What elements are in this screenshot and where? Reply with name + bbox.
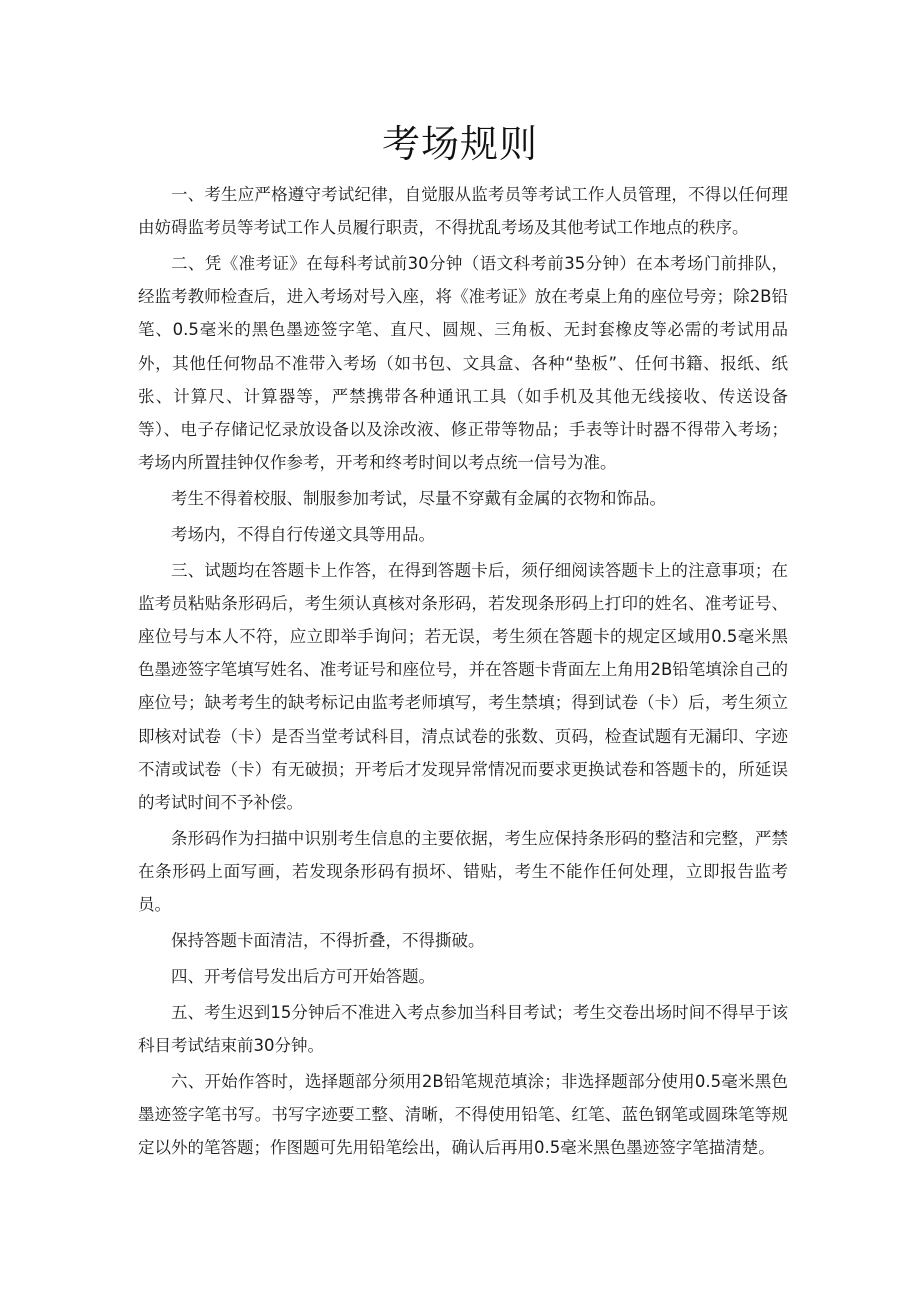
document-title: 考场规则 xyxy=(381,122,538,166)
rule-paragraph-6: 条形码作为扫描中识别考生信息的主要依据，考生应保持条形码的整洁和完整，严禁在条形码上面写画，若发现条形码有损坏、错贴，考生不能作任何处理，立即报告监考员。 xyxy=(138,828,788,915)
rule-paragraph-9: 五、考生迟到15分钟后不准进入考点参加当科目考试；考生交卷出场时间不得早于该科目考试结束前30分钟。 xyxy=(138,1002,788,1055)
rule-paragraph-8: 四、开考信号发出后方可开始答题。 xyxy=(171,966,435,986)
rule-paragraph-2: 二、凭《准考证》在每科考试前30分钟（语文科考前35分钟）在本考场门前排队，经监考教师检查后，进入考场对号入座，将《准考证》放在考桌上角的座位号旁；除2B铅笔、0.5毫米的黑色墨迹签字笔、直尺、圆规、三角板、无封套橡皮等必需的考试用品外，其他任何物品不准带入考场（如书包、文具盒、各种“垫板”、任何书籍、报纸、纸张、计算尺、计算器等，严禁携带各种通讯工具（如手机及其他无线接收、传送设备等）、电子存储记忆录放设备以及涂改液、修正带等物品；手表等计时器不得带入考场；考场内所置挂钟仅作参考，开考和终考时间以考点统一信号为准。 xyxy=(138,254,788,473)
rule-paragraph-4: 考场内，不得自行传递文具等用品。 xyxy=(171,524,435,544)
rule-paragraph-7: 保持答题卡面清洁，不得折叠，不得撕破。 xyxy=(171,931,485,951)
rule-paragraph-3: 考生不得着校服、制服参加考试，尽量不穿戴有金属的衣物和饰品。 xyxy=(171,489,666,509)
rule-paragraph-10: 六、开始作答时，选择题部分须用2B铅笔规范填涂；非选择题部分使用0.5毫米黑色墨迹签字笔书写。书写字迹要工整、清晰，不得使用铅笔、红笔、蓝色钢笔或圆珠笔等规定以外的笔答题；作图题可先用铅笔绘出，确认后再用0.5毫米黑色墨迹签字笔描清楚。 xyxy=(138,1071,788,1158)
rule-paragraph-5: 三、试题均在答题卡上作答，在得到答题卡后，须仔细阅读答题卡上的注意事项；在监考员粘贴条形码后，考生须认真核对条形码，若发现条形码上打印的姓名、准考证号、座位号与本人不符，应立即举手询问；若无误，考生须在答题卡的规定区域用0.5毫米黑色墨迹签字笔填写姓名、准考证号和座位号，并在答题卡背面左上角用2B铅笔填涂自己的座位号；缺考考生的缺考标记由监考老师填写，考生禁填；得到试卷（卡）后，考生须立即核对试卷（卡）是否当堂考试科目，清点试卷的张数、页码，检查试题有无漏印、字迹不清或试卷（卡）有无破损；开考后才发现异常情况而要求更换试卷和答题卡的，所延误的考试时间不予补偿。 xyxy=(138,560,788,813)
document-body xyxy=(138,178,788,1167)
rule-paragraph-1: 一、考生应严格遵守考试纪律，自觉服从监考员等考试工作人员管理，不得以任何理由妨碍监考员等考试工作人员履行职责，不得扰乱考场及其他考试工作地点的秩序。 xyxy=(138,185,788,238)
